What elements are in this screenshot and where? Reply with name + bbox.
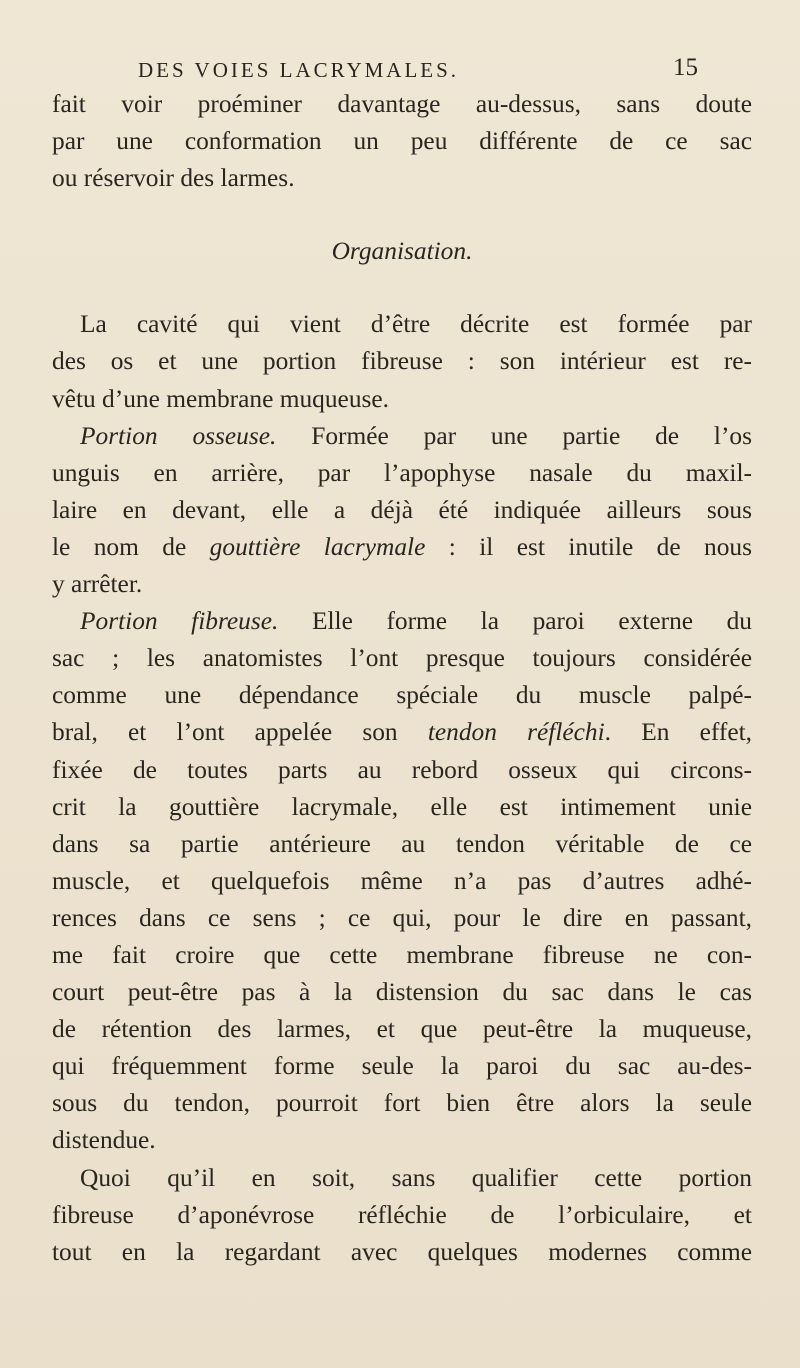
subsection-title: Portion osseuse. (80, 421, 277, 450)
text-line: court peut-être pas à la distension du sac dans le cas (52, 978, 752, 1007)
text-line: ou réservoir des larmes. (52, 164, 295, 193)
text-line: me fait croire que cette membrane fibreuse ne con- (52, 940, 752, 969)
running-head (98, 54, 698, 86)
text-line (52, 529, 752, 566)
text-run: : il est inutile de nous (425, 532, 752, 561)
text-line: tout en la regardant avec quelques modernes comme (52, 1237, 752, 1266)
text-line: par une conformation un peu différente de ce sac (52, 127, 752, 156)
text-line: fixée de toutes parts au rebord osseux qui circons- (52, 755, 752, 784)
text-line: Quoi qu’il en soit, sans qualifier cette portion (80, 1163, 752, 1192)
running-title: DES VOIES LACRYMALES. (138, 58, 460, 82)
text-line: des os et une portion fibreuse : son intérieur est re- (52, 347, 752, 376)
section-heading: Organisation. (331, 237, 473, 266)
text-line: de rétention des larmes, et que peut-être la muqueuse, (52, 1015, 752, 1044)
subsection-title: Portion fibreuse. (80, 607, 279, 636)
italic-term: tendon réfléchi (427, 718, 605, 747)
text-run: . En effet, (604, 718, 752, 747)
text-line (52, 603, 752, 640)
text-line: unguis en arrière, par l’apophyse nasale du maxil- (52, 458, 752, 487)
text-line: La cavité qui vient d’être décrite est formée par (80, 310, 752, 339)
text-line: muscle, et quelquefois même n’a pas d’autres adhé- (52, 866, 752, 895)
text-line: sac ; les anatomistes l’ont presque toujours considérée (52, 644, 752, 673)
text-run: bral, et l’ont appelée son (52, 718, 428, 747)
page-number: 15 (673, 54, 698, 81)
text-line: vêtu d’une membrane muqueuse. (52, 384, 390, 413)
text-run: Formée par une partie de l’os (276, 421, 753, 450)
text-line: qui fréquemment forme seule la paroi du sac au-des- (52, 1052, 752, 1081)
text-line: dans sa partie antérieure au tendon véritable de ce (52, 829, 752, 858)
text-run: Elle forme la paroi externe du (278, 607, 753, 636)
text-line: crit la gouttière lacrymale, elle est intimement unie (52, 792, 752, 821)
text-line: distendue. (52, 1126, 156, 1155)
text-run: le nom de (52, 532, 210, 561)
text-line: rences dans ce sens ; ce qui, pour le dire en passant, (52, 903, 752, 932)
text-line: laire en devant, elle a déjà été indiquée ailleurs sous (52, 495, 752, 524)
text-line: comme une dépendance spéciale du muscle palpé- (52, 681, 752, 710)
body-text (52, 86, 752, 1271)
italic-term: gouttière lacrymale (209, 532, 426, 561)
text-line: y arrêter. (52, 570, 143, 599)
text-line: fait voir proéminer davantage au-dessus, sans doute (52, 90, 752, 118)
text-line (52, 418, 752, 455)
text-line: sous du tendon, pourroit fort bien être alors la seule (52, 1089, 752, 1118)
text-line: fibreuse d’aponévrose réfléchie de l’orbiculaire, et (52, 1200, 752, 1229)
text-line (52, 714, 752, 751)
